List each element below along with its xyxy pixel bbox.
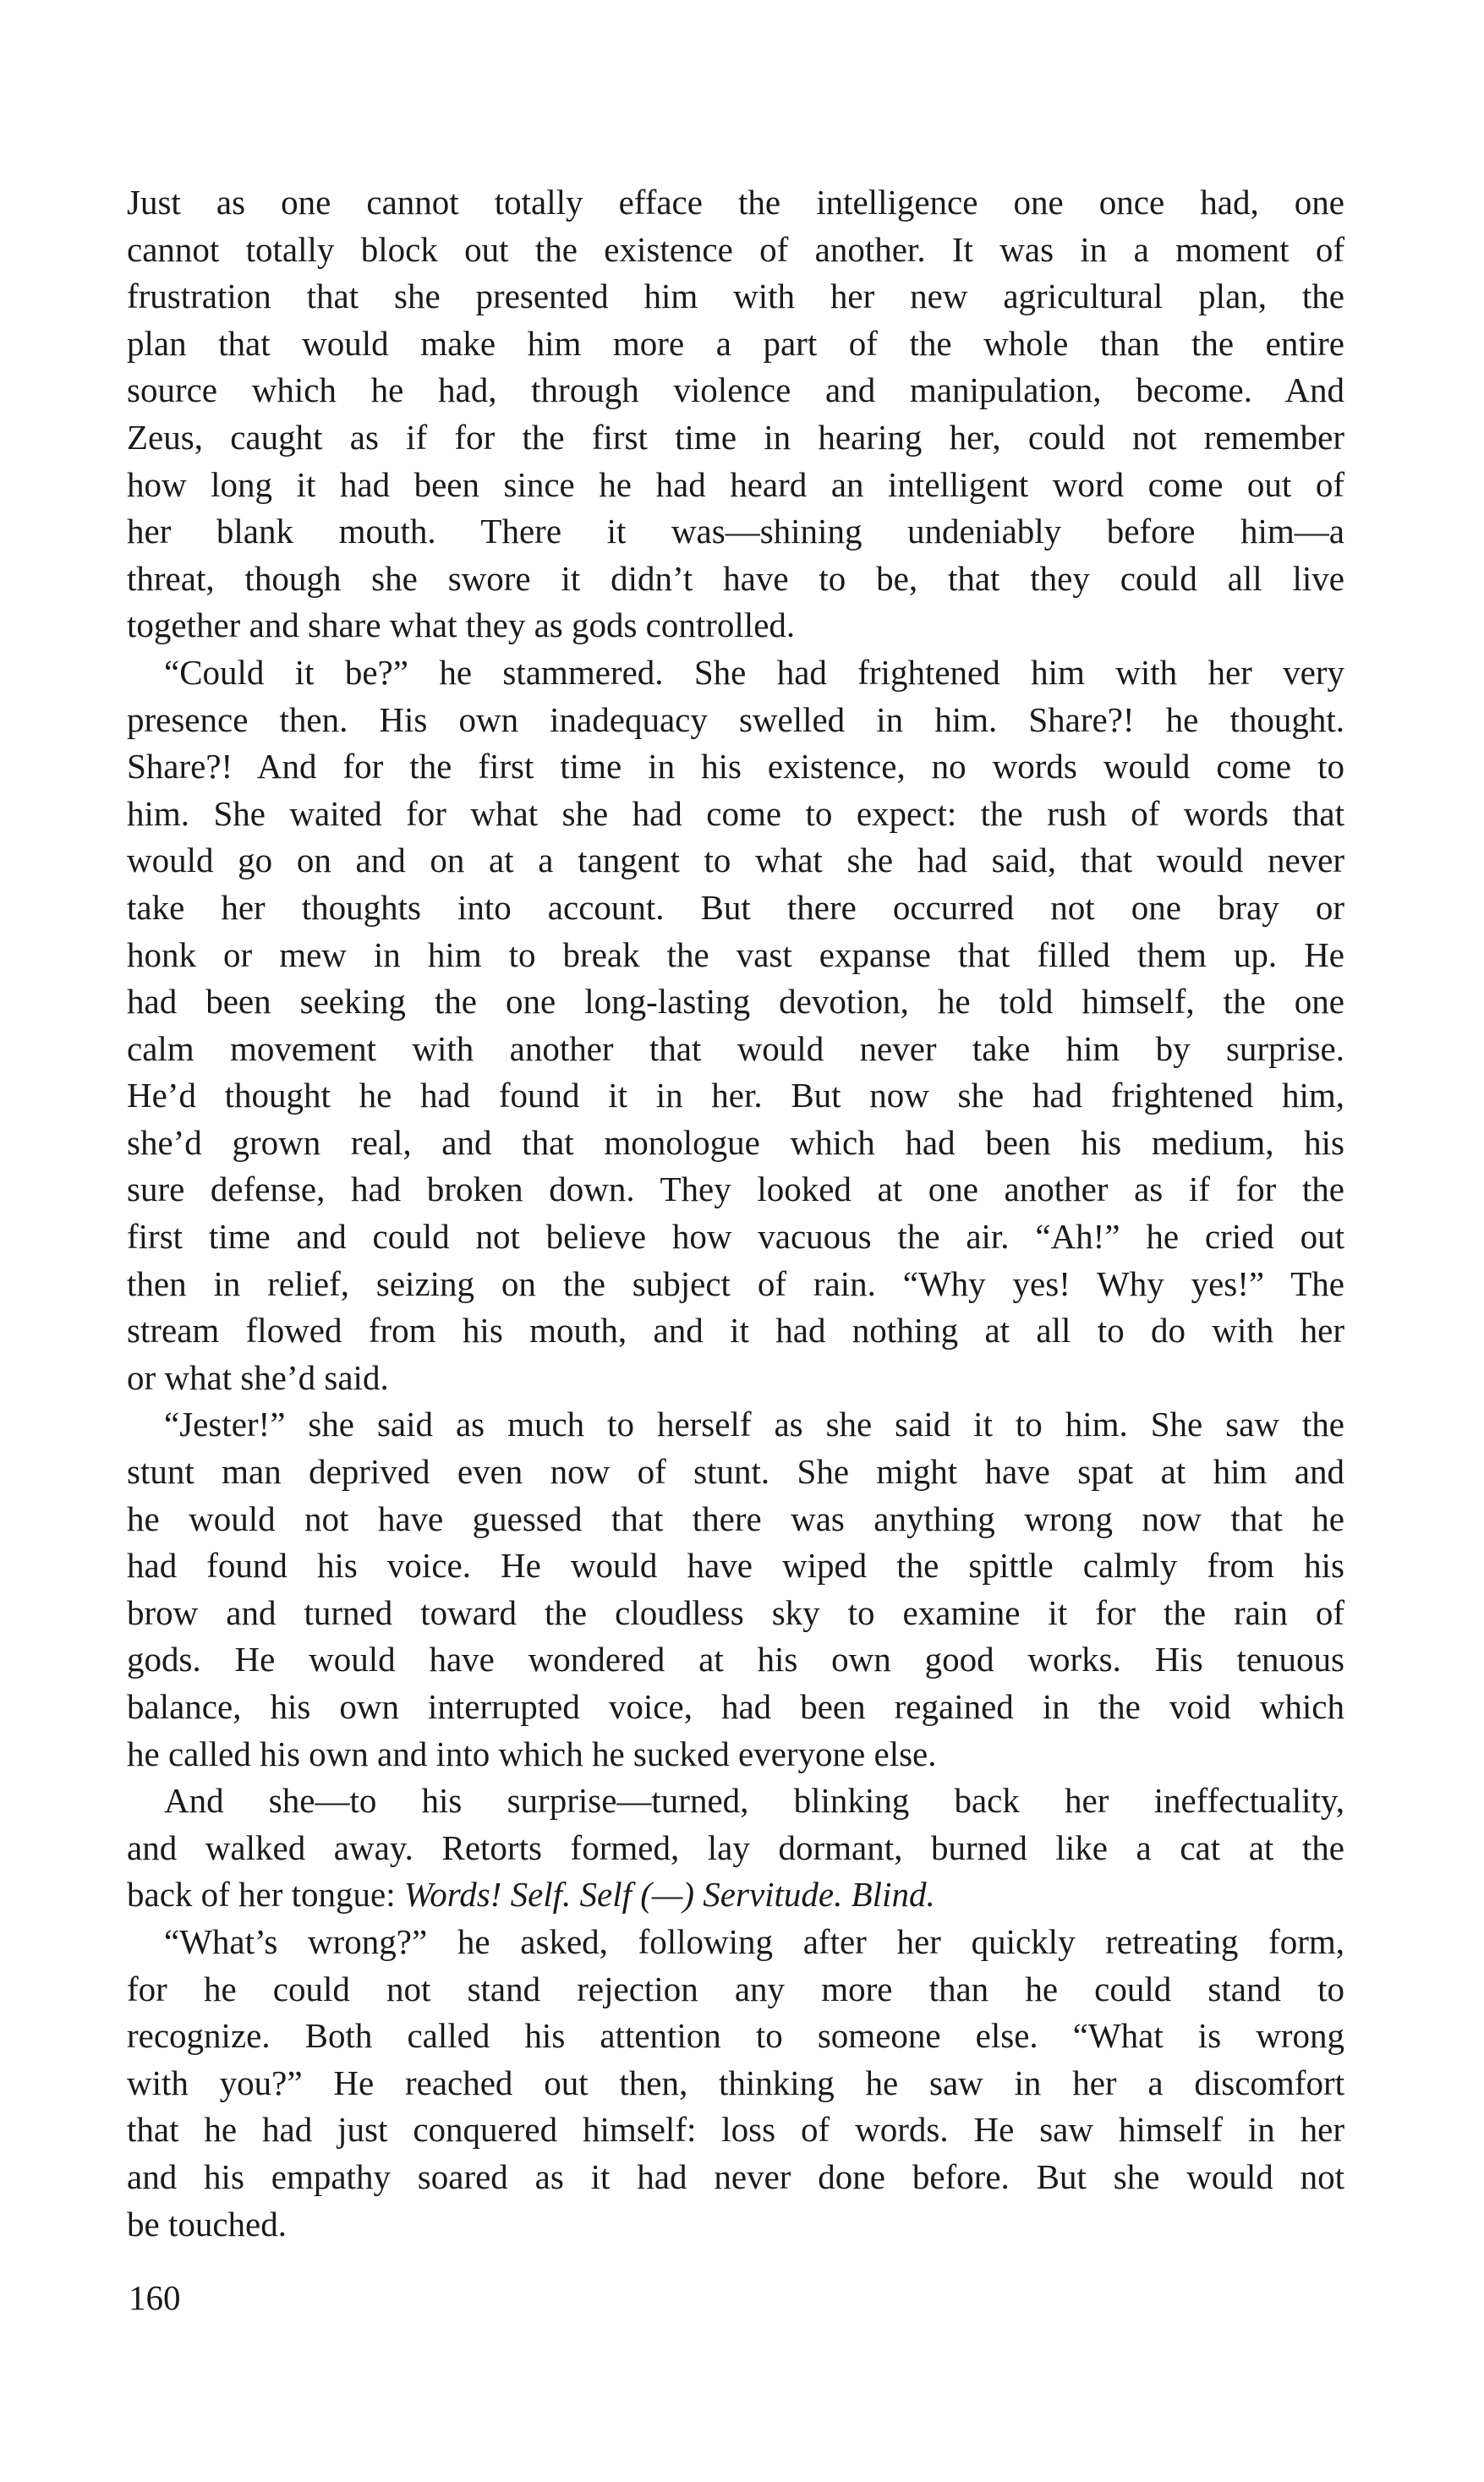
text-line: stream flowed from his mouth, and it had nothing at all to do with her — [127, 1311, 1344, 1351]
text-line: had found his voice. He would have wiped the spittle calmly from his — [127, 1546, 1344, 1586]
italic-text: Words! Self. Self (—) Servitude. Blind. — [403, 1875, 935, 1915]
text-line: Share?! And for the first time in his existence, no words would come to — [127, 747, 1344, 786]
paragraph — [127, 649, 1344, 1402]
paragraph — [127, 179, 1344, 649]
text-line: plan that would make him more a part of the whole than the entire — [127, 323, 1344, 363]
text-line: he would not have guessed that there was anything wrong now that he — [127, 1499, 1344, 1538]
text-line: cannot totally block out the existence of another. It was in a moment of — [127, 229, 1344, 269]
text-line: balance, his own interrupted voice, had been regained in the void which — [127, 1687, 1344, 1726]
text-line: with you?” He reached out then, thinking he saw in her a discomfort — [127, 2063, 1344, 2102]
text-line: or what she’d said. — [127, 1357, 389, 1397]
text-line: Just as one cannot totally efface the intelligence one once had, one — [127, 183, 1344, 222]
text-line: “What’s wrong?” he asked, following after her quickly retreating form, — [164, 1921, 1344, 1961]
page-number: 160 — [129, 2278, 181, 2317]
text-line: “Jester!” she said as much to herself as she said it to him. She saw the — [164, 1405, 1344, 1444]
text-line: He’d thought he had found it in her. But now she had frightened him, — [127, 1076, 1344, 1115]
text-line: sure defense, had broken down. They looked at one another as if for the — [127, 1170, 1344, 1209]
text-line: source which he had, through violence and manipulation, become. And — [127, 370, 1344, 410]
text-line-start: back of her tongue: — [127, 1875, 404, 1915]
text-line: together and share what they as gods controlled. — [127, 605, 796, 645]
text-line: that he had just conquered himself: loss of words. He saw himself in her — [127, 2110, 1344, 2150]
text-line: recognize. Both called his attention to someone else. “What is wrong — [127, 2016, 1344, 2056]
text-line: for he could not stand rejection any more than he could stand to — [127, 1969, 1344, 2008]
text-line — [127, 1871, 1344, 1919]
text-line: then in relief, seizing on the subject of rain. “Why yes! Why yes!” The — [127, 1263, 1344, 1303]
text-line: how long it had been since he had heard an intelligent word come out of — [127, 464, 1344, 504]
text-line: And she—to his surprise—turned, blinking back her ineffectuality, — [164, 1781, 1344, 1821]
paragraph — [127, 1919, 1344, 2248]
paragraph — [127, 1401, 1344, 1778]
text-line: stunt man deprived even now of stunt. She might have spat at him and — [127, 1452, 1344, 1492]
text-line: honk or mew in him to break the vast expanse that filled them up. He — [127, 934, 1344, 974]
text-line: brow and turned toward the cloudless sky to examine it for the rain of — [127, 1592, 1344, 1632]
text-line: “Could it be?” he stammered. She had frightened him with her very — [164, 652, 1344, 692]
text-line: had been seeking the one long-lasting devotion, he told himself, the one — [127, 982, 1344, 1022]
text-line: first time and could not believe how vacuous the air. “Ah!” he cried out — [127, 1217, 1344, 1257]
text-line: take her thoughts into account. But there occurred not one bray or — [127, 887, 1344, 927]
text-line: presence then. His own inadequacy swelled in him. Share?! he thought. — [127, 699, 1344, 739]
text-line: calm movement with another that would never take him by surprise. — [127, 1028, 1344, 1068]
text-line: threat, though she swore it didn’t have to be, that they could all live — [127, 558, 1344, 598]
text-line: him. She waited for what she had come to expect: the rush of words that — [127, 793, 1344, 833]
text-line: and his empathy soared as it had never done before. But she would not — [127, 2156, 1344, 2196]
text-line: she’d grown real, and that monologue which had been his medium, his — [127, 1122, 1344, 1162]
body-text — [127, 179, 1344, 2248]
text-line: frustration that she presented him with her new agricultural plan, the — [127, 277, 1344, 316]
text-line: Zeus, caught as if for the first time in hearing her, could not remember — [127, 417, 1344, 457]
text-line: would go on and on at a tangent to what she had said, that would never — [127, 841, 1344, 880]
text-line: her blank mouth. There it was—shining undeniably before him—a — [127, 512, 1344, 551]
text-line: gods. He would have wondered at his own good works. His tenuous — [127, 1640, 1344, 1679]
text-line: and walked away. Retorts formed, lay dormant, burned like a cat at the — [127, 1827, 1344, 1867]
text-line: be touched. — [127, 2204, 287, 2244]
text-line: he called his own and into which he sucked everyone else. — [127, 1734, 937, 1773]
paragraph — [127, 1778, 1344, 1919]
